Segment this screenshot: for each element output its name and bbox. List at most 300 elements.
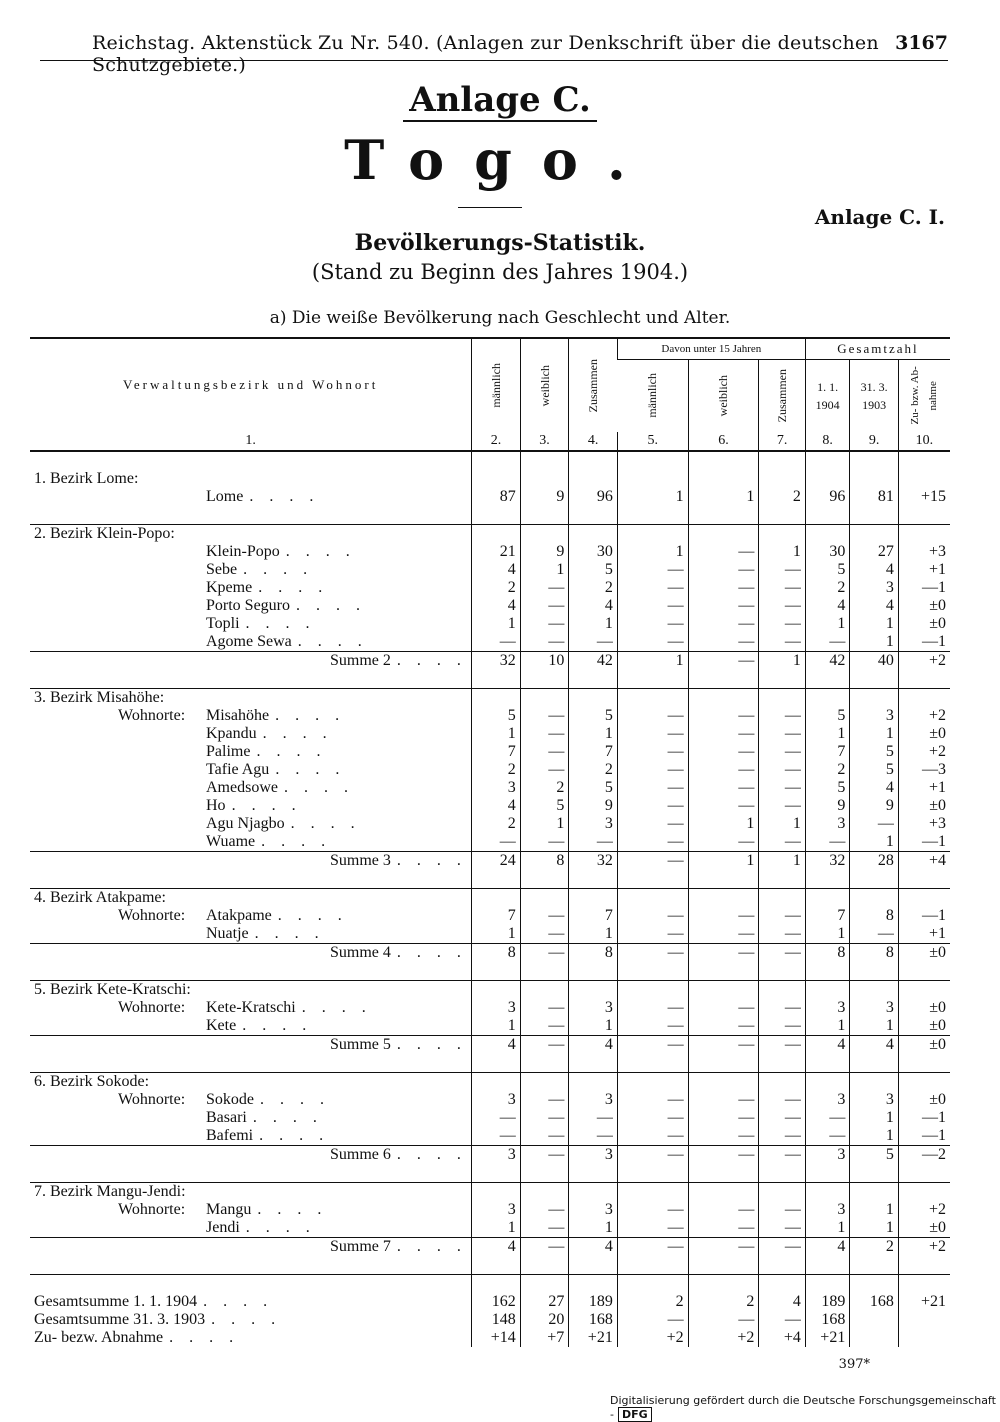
empty-cell [569, 688, 618, 707]
spacer-cell [805, 870, 849, 889]
value-cell: +7 [520, 1329, 569, 1347]
empty-cell [569, 1182, 618, 1201]
value-cell: — [617, 797, 688, 815]
total-label: Gesamtsumme 1. 1. 1904 [34, 1292, 198, 1310]
running-header [40, 30, 948, 76]
district-heading-row [30, 980, 950, 999]
spacer-cell [30, 670, 472, 689]
leader-dots: . . . . [396, 1237, 467, 1255]
empty-cell [898, 470, 950, 488]
value-cell: —1 [898, 1109, 950, 1127]
col-number: 10. [898, 432, 950, 451]
place-name: Klein-Popo [206, 542, 280, 560]
value-cell: — [759, 943, 806, 962]
value-cell: — [472, 1109, 521, 1127]
value-cell: —1 [898, 907, 950, 925]
value-cell: 3 [850, 707, 899, 725]
empty-cell [617, 470, 688, 488]
value-cell: 28 [850, 851, 899, 870]
table-row [30, 633, 950, 652]
value-cell: 3 [472, 999, 521, 1017]
value-cell: 2 [688, 1293, 759, 1311]
value-cell: — [520, 743, 569, 761]
table-row [30, 761, 950, 779]
header-title: Reichstag. Aktenstück Zu Nr. 540. (Anlagen zur Denkschrift über die deutschen Schutzgebiete.) [92, 32, 879, 76]
empty-cell [569, 980, 618, 999]
spacer-cell [617, 1164, 688, 1183]
value-cell: — [569, 1109, 618, 1127]
value-cell: 3 [850, 579, 899, 597]
value-cell: 1 [759, 543, 806, 561]
value-cell: 1 [850, 725, 899, 743]
total-row [30, 1311, 950, 1329]
spacer-cell [569, 1274, 618, 1293]
empty-cell [472, 980, 521, 999]
place-name: Lome [206, 487, 244, 505]
spacer-cell [520, 1164, 569, 1183]
col-number: 9. [850, 432, 899, 451]
spacer-row [30, 451, 950, 470]
value-cell: — [759, 999, 806, 1017]
value-cell: — [520, 1201, 569, 1219]
spacer-cell [850, 1054, 899, 1073]
value-cell: 1 [472, 615, 521, 633]
value-cell: 1 [850, 633, 899, 652]
spacer-cell [30, 506, 472, 525]
table-row [30, 779, 950, 797]
value-cell: — [617, 1091, 688, 1109]
table-row [30, 488, 950, 506]
value-cell: — [617, 999, 688, 1017]
spacer-cell [472, 1274, 521, 1293]
table-row [30, 1109, 950, 1127]
empty-cell [520, 888, 569, 907]
value-cell: 5 [805, 561, 849, 579]
value-cell: 27 [850, 543, 899, 561]
spacer-cell [898, 506, 950, 525]
group-end-row [30, 1054, 950, 1073]
place-name: Kpandu [206, 724, 257, 742]
value-cell: 81 [850, 488, 899, 506]
value-cell: — [520, 1219, 569, 1238]
spacer-cell [759, 870, 806, 889]
empty-cell [850, 524, 899, 543]
empty-cell [805, 524, 849, 543]
table-row [30, 743, 950, 761]
value-cell: 9 [850, 797, 899, 815]
leader-dots: . . . . [231, 796, 302, 814]
table-row [30, 925, 950, 944]
value-cell: — [688, 707, 759, 725]
table-row [30, 579, 950, 597]
value-cell: —1 [898, 833, 950, 852]
value-cell: +15 [898, 488, 950, 506]
place-name: Basari [206, 1108, 247, 1126]
empty-cell [688, 470, 759, 488]
empty-cell [850, 688, 899, 707]
value-cell: +3 [898, 543, 950, 561]
value-cell: — [520, 1017, 569, 1036]
spacer-cell [805, 962, 849, 981]
spacer-cell [617, 962, 688, 981]
value-cell: — [520, 925, 569, 944]
value-cell: — [520, 1145, 569, 1164]
credit-text: Digitalisierung gefördert durch die Deutsche Forschungsgemeinschaft - [610, 1394, 996, 1421]
value-cell [898, 1329, 950, 1347]
leader-dots: . . . . [275, 760, 346, 778]
value-cell: 3 [805, 999, 849, 1017]
spacer-cell [898, 670, 950, 689]
value-cell: ±0 [898, 615, 950, 633]
empty-cell [850, 888, 899, 907]
leader-dots: . . . . [296, 596, 366, 614]
wohnorte-label: Wohnorte: [118, 906, 186, 924]
empty-cell [688, 888, 759, 907]
value-cell: 1 [759, 815, 806, 833]
value-cell: — [617, 1127, 688, 1146]
value-cell: 2 [472, 761, 521, 779]
value-cell: — [759, 925, 806, 944]
place-name: Kpeme [206, 578, 253, 596]
value-cell: 2 [759, 488, 806, 506]
value-cell: — [805, 1127, 849, 1146]
spacer-cell [759, 1164, 806, 1183]
value-cell: 2 [805, 579, 849, 597]
value-cell: 1 [617, 651, 688, 670]
value-cell: —3 [898, 761, 950, 779]
district-name: 2. Bezirk Klein-Popo: [34, 524, 175, 542]
value-cell: +3 [898, 815, 950, 833]
value-cell: — [688, 1017, 759, 1036]
value-cell: 5 [805, 779, 849, 797]
spacer-cell [472, 962, 521, 981]
empty-cell [850, 1072, 899, 1091]
empty-cell [850, 1182, 899, 1201]
leader-dots: . . . . [169, 1328, 240, 1346]
subtotal-label: Summe 3 [330, 851, 391, 869]
value-cell: +2 [898, 1237, 950, 1256]
value-cell: — [520, 597, 569, 615]
col-header-weiblich: weiblich [520, 338, 569, 432]
spacer-cell [898, 1054, 950, 1073]
value-cell: — [805, 833, 849, 852]
spacer-cell [617, 670, 688, 689]
spacer-cell [850, 1164, 899, 1183]
value-cell: — [759, 579, 806, 597]
subtotal-row [30, 943, 950, 962]
value-cell: — [759, 1017, 806, 1036]
value-cell: — [759, 561, 806, 579]
value-cell: 7 [569, 743, 618, 761]
value-cell: +1 [898, 561, 950, 579]
value-cell: — [520, 1127, 569, 1146]
place-name: Topli [206, 614, 240, 632]
table-row [30, 707, 950, 725]
value-cell: — [520, 1035, 569, 1054]
value-cell: — [688, 833, 759, 852]
spacer-cell [688, 1164, 759, 1183]
value-cell: — [617, 579, 688, 597]
value-cell: 1 [759, 851, 806, 870]
value-cell: — [520, 1091, 569, 1109]
value-cell: — [617, 1311, 688, 1329]
value-cell: 1 [569, 925, 618, 944]
subtotal-label: Summe 2 [330, 651, 391, 669]
value-cell: — [688, 725, 759, 743]
value-cell: — [617, 1145, 688, 1164]
subtotal-row [30, 651, 950, 670]
value-cell: 30 [805, 543, 849, 561]
total-row [30, 1329, 950, 1347]
col-number: 8. [805, 432, 849, 451]
empty-cell [688, 1182, 759, 1201]
value-cell: 1 [805, 615, 849, 633]
value-cell: — [688, 633, 759, 652]
value-cell: +4 [898, 851, 950, 870]
empty-cell [472, 1072, 521, 1091]
value-cell: — [617, 597, 688, 615]
value-cell: 3 [805, 1091, 849, 1109]
value-cell: — [759, 597, 806, 615]
value-cell: — [617, 707, 688, 725]
value-cell: 2 [850, 1237, 899, 1256]
empty-cell [472, 888, 521, 907]
spacer-cell [688, 1274, 759, 1293]
table-body [30, 451, 950, 1347]
value-cell: — [617, 615, 688, 633]
value-cell: 1 [805, 725, 849, 743]
value-cell: — [759, 1127, 806, 1146]
value-cell: — [688, 761, 759, 779]
value-cell: — [617, 925, 688, 944]
place-name: Kete-Kratschi [206, 998, 296, 1016]
population-table [30, 337, 950, 1347]
table-row [30, 833, 950, 852]
spacer-row [30, 1274, 950, 1293]
value-cell: — [759, 633, 806, 652]
value-cell: — [759, 761, 806, 779]
value-cell: 32 [805, 851, 849, 870]
value-cell: 4 [805, 1035, 849, 1054]
leader-dots: . . . . [262, 724, 333, 742]
value-cell: — [472, 1127, 521, 1146]
empty-cell [569, 524, 618, 543]
value-cell: — [617, 815, 688, 833]
place-name: Amedsowe [206, 778, 278, 796]
value-cell: — [520, 1109, 569, 1127]
value-cell: — [759, 743, 806, 761]
value-cell: +4 [759, 1329, 806, 1347]
spacer-cell [569, 670, 618, 689]
value-cell: 1 [850, 1127, 899, 1146]
leader-dots: . . . . [285, 542, 356, 560]
spacer-cell [850, 870, 899, 889]
value-cell: 3 [569, 999, 618, 1017]
value-cell: — [520, 633, 569, 652]
value-cell: —1 [898, 633, 950, 652]
leader-dots: . . . . [211, 1310, 282, 1328]
spacer-cell [759, 1256, 806, 1275]
table-row [30, 615, 950, 633]
value-cell: 9 [569, 797, 618, 815]
col-header-gesamtzahl: Gesamtzahl [805, 338, 950, 360]
place-name: Palime [206, 742, 251, 760]
table-row [30, 561, 950, 579]
value-cell: 1 [472, 725, 521, 743]
empty-cell [759, 1182, 806, 1201]
spacer-cell [569, 451, 618, 470]
table-row [30, 1127, 950, 1146]
empty-cell [759, 524, 806, 543]
value-cell: — [688, 543, 759, 561]
place-name: Kete [206, 1016, 237, 1034]
spacer-cell [617, 1256, 688, 1275]
spacer-cell [520, 670, 569, 689]
value-cell: — [759, 1145, 806, 1164]
value-cell: 3 [569, 1145, 618, 1164]
value-cell: — [850, 815, 899, 833]
col-header-maennlich: männlich [472, 338, 521, 432]
value-cell [850, 1311, 899, 1329]
empty-cell [898, 688, 950, 707]
spacer-cell [30, 870, 472, 889]
spacer-cell [688, 670, 759, 689]
value-cell: — [472, 633, 521, 652]
spacer-cell [472, 670, 521, 689]
value-cell: — [688, 1035, 759, 1054]
district-heading-row [30, 1072, 950, 1091]
leader-dots: . . . . [258, 578, 329, 596]
value-cell: +1 [898, 925, 950, 944]
value-cell: — [520, 943, 569, 962]
value-cell: — [759, 1091, 806, 1109]
value-cell: — [759, 1237, 806, 1256]
value-cell: 2 [617, 1293, 688, 1311]
table-row [30, 815, 950, 833]
spacer-cell [472, 451, 521, 470]
value-cell: — [759, 779, 806, 797]
statistics-subtitle: (Stand zu Beginn des Jahres 1904.) [311, 260, 689, 284]
empty-cell [805, 1182, 849, 1201]
value-cell: — [569, 833, 618, 852]
spacer-cell [520, 870, 569, 889]
leader-dots: . . . . [396, 1035, 467, 1053]
leader-dots: . . . . [396, 1145, 467, 1163]
value-cell: — [617, 1237, 688, 1256]
empty-cell [617, 524, 688, 543]
subtotal-row [30, 1035, 950, 1054]
district-heading-row [30, 524, 950, 543]
value-cell: — [688, 1311, 759, 1329]
value-cell: ±0 [898, 943, 950, 962]
spacer-cell [898, 1274, 950, 1293]
col-number: 1. [30, 432, 472, 451]
value-cell: 1 [472, 925, 521, 944]
value-cell: ±0 [898, 1017, 950, 1036]
empty-cell [472, 524, 521, 543]
value-cell: 4 [569, 1237, 618, 1256]
spacer-cell [30, 1054, 472, 1073]
value-cell: 8 [850, 907, 899, 925]
col-header-u15-maennlich: männlich [645, 373, 660, 419]
table-row [30, 543, 950, 561]
page-number: 3167 [895, 32, 948, 54]
value-cell: 2 [472, 815, 521, 833]
empty-cell [472, 1182, 521, 1201]
spacer-cell [805, 670, 849, 689]
digitization-credit [610, 1394, 1000, 1422]
value-cell: — [520, 1237, 569, 1256]
spacer-cell [569, 1054, 618, 1073]
value-cell: — [520, 725, 569, 743]
empty-cell [805, 470, 849, 488]
place-name: Agome Sewa [206, 632, 292, 650]
value-cell: — [617, 725, 688, 743]
empty-cell [520, 1072, 569, 1091]
value-cell: 8 [850, 943, 899, 962]
value-cell: — [617, 1219, 688, 1238]
value-cell: — [688, 943, 759, 962]
value-cell: 8 [569, 943, 618, 962]
spacer-cell [759, 670, 806, 689]
value-cell: 168 [569, 1311, 618, 1329]
value-cell: 3 [569, 815, 618, 833]
value-cell: 3 [569, 1201, 618, 1219]
togo-heading: Togo. [344, 128, 656, 192]
value-cell: 1 [569, 725, 618, 743]
leader-dots: . . . . [301, 998, 372, 1016]
spacer-cell [850, 451, 899, 470]
total-row [30, 1293, 950, 1311]
empty-cell [759, 470, 806, 488]
value-cell: 3 [472, 1201, 521, 1219]
value-cell: 4 [472, 561, 521, 579]
empty-cell [520, 980, 569, 999]
spacer-cell [759, 451, 806, 470]
spacer-cell [617, 1274, 688, 1293]
group-end-row [30, 670, 950, 689]
col-header-u15-weiblich: weiblich [688, 360, 759, 432]
spacer-cell [898, 1256, 950, 1275]
spacer-cell [30, 962, 472, 981]
subtotal-row [30, 851, 950, 870]
subtotal-row [30, 1237, 950, 1256]
empty-cell [688, 1072, 759, 1091]
value-cell: — [759, 1219, 806, 1238]
spacer-cell [759, 1054, 806, 1073]
table-row [30, 797, 950, 815]
empty-cell [569, 470, 618, 488]
spacer-cell [805, 451, 849, 470]
district-heading-row [30, 470, 950, 488]
value-cell: — [617, 907, 688, 925]
leader-dots: . . . . [249, 487, 320, 505]
value-cell: 2 [569, 579, 618, 597]
value-cell: 4 [850, 597, 899, 615]
value-cell: — [688, 1201, 759, 1219]
value-cell: — [688, 907, 759, 925]
value-cell: 9 [520, 543, 569, 561]
group-end-row [30, 506, 950, 525]
spacer-cell [759, 506, 806, 525]
value-cell: — [617, 561, 688, 579]
value-cell: 27 [520, 1293, 569, 1311]
wohnorte-label: Wohnorte: [118, 1200, 186, 1218]
value-cell: — [688, 743, 759, 761]
spacer-cell [759, 962, 806, 981]
spacer-cell [898, 870, 950, 889]
empty-cell [520, 470, 569, 488]
